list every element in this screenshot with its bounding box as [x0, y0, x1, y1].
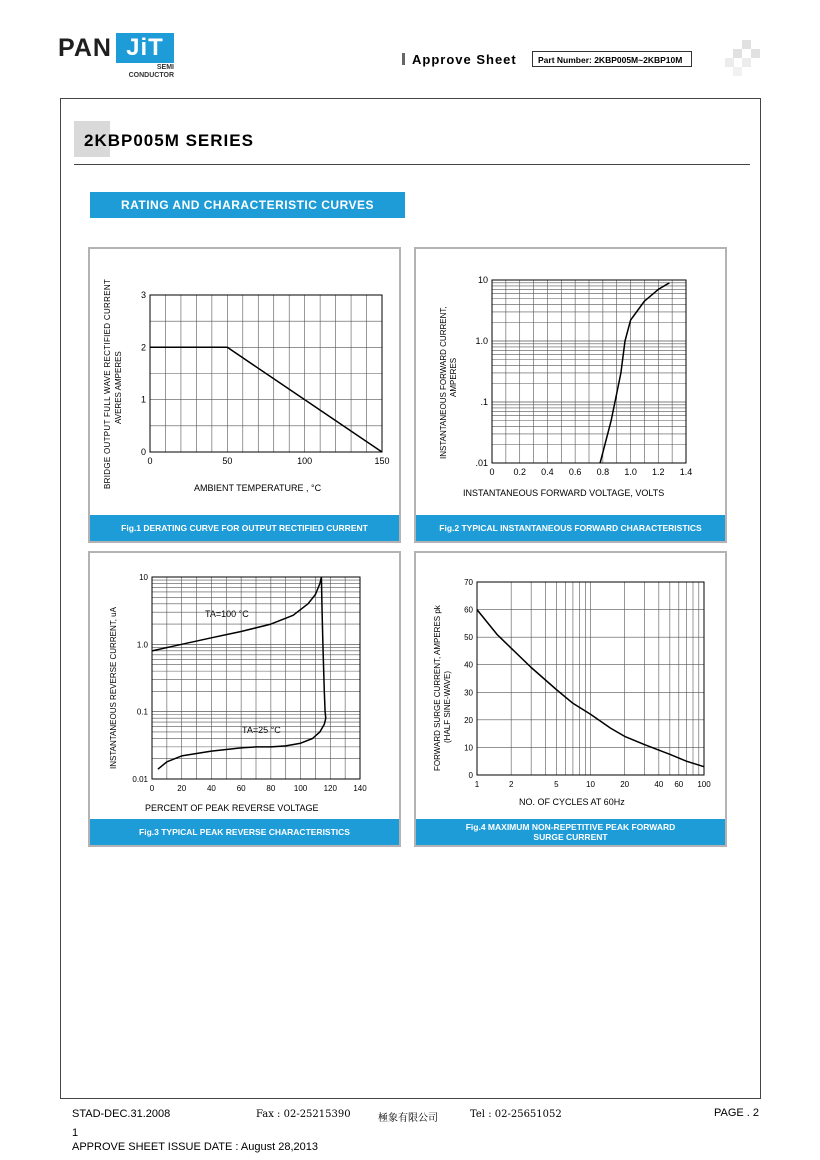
fig2-ylabel-2: AMPERES [449, 357, 458, 397]
x-tick-label: 0.4 [541, 467, 554, 477]
fig4-xlabel: NO. OF CYCLES AT 60Hz [519, 797, 625, 807]
x-tick-label: 0 [489, 467, 495, 477]
y-tick-label: 30 [464, 688, 473, 698]
fig3-label-hot: TA=100 °C [205, 609, 249, 619]
fig2-xlabel: INSTANTANEOUS FORWARD VOLTAGE, VOLTS [463, 488, 665, 498]
y-tick-label: 10 [477, 275, 488, 285]
y-tick-label: 1 [140, 394, 146, 405]
y-tick-label: 2 [140, 342, 146, 353]
title-divider [74, 164, 750, 165]
x-tick-label: 40 [654, 780, 664, 789]
y-tick-label: .01 [475, 458, 488, 468]
figure-1-caption: Fig.1 DERATING CURVE FOR OUTPUT RECTIFIED CURRENT [90, 515, 399, 541]
x-tick-label: 0.2 [513, 467, 526, 477]
fig4-caption-line2: SURGE CURRENT [533, 832, 608, 842]
y-tick-label: 60 [464, 605, 473, 615]
fig4-ylabel-2: (HALF SINE-WAVE) [443, 670, 452, 743]
fig1-ylabel-2: AVERES AMPERES [114, 351, 123, 424]
x-tick-label: 0 [149, 784, 155, 793]
fig1-xlabel: AMBIENT TEMPERATURE , °C [194, 483, 322, 493]
y-tick-label: 40 [464, 660, 473, 670]
x-tick-label: 0.8 [596, 467, 610, 477]
approve-sheet-label: Approve Sheet [412, 52, 517, 67]
figure-4-chart [416, 553, 725, 819]
footer-issue-date: APPROVE SHEET ISSUE DATE : August 28,2013 [72, 1141, 318, 1153]
logo-text-jit: JiT [116, 33, 174, 63]
x-tick-label: 5 [554, 780, 559, 789]
x-tick-label: 60 [236, 784, 246, 793]
y-tick-label: 0 [468, 771, 473, 780]
x-tick-label: 60 [674, 780, 684, 789]
x-tick-label: 1.4 [679, 467, 693, 477]
x-tick-label: 140 [353, 784, 367, 793]
logo-subtitle [122, 64, 174, 80]
series-title: 2KBP005M SERIES [84, 131, 254, 150]
x-tick-label: 40 [206, 784, 216, 793]
y-tick-label: 3 [140, 290, 146, 300]
fig4-caption-line1: Fig.4 MAXIMUM NON-REPETITIVE PEAK FORWARD [465, 822, 676, 832]
footer-fax: Fax : 02-25215390 [256, 1109, 351, 1120]
logo-sub-semi: SEMI [156, 64, 174, 71]
fig3-label-cold: TA=25 °C [242, 725, 281, 735]
x-tick-label: 1.0 [624, 467, 637, 477]
footer-tel: Tel : 02-25651052 [470, 1109, 562, 1120]
footer-stad: STAD-DEC.31.2008 [72, 1108, 171, 1120]
x-tick-label: 20 [620, 780, 630, 789]
y-tick-label: 70 [464, 578, 473, 587]
figure-3-panel [88, 551, 401, 847]
footer-page: PAGE . 2 [714, 1107, 760, 1119]
fig3-ylabel-1: INSTANTANEOUS REVERSE CURRENT, uA [109, 607, 118, 769]
x-tick-label: 20 [177, 784, 187, 793]
fig4-ylabel-1: FORWARD SURGE CURRENT, AMPERES pk [433, 605, 442, 771]
approve-marker [402, 53, 405, 65]
x-tick-label: 2 [508, 780, 514, 789]
x-tick-label: 100 [697, 780, 711, 789]
y-tick-label: .1 [480, 397, 488, 407]
x-tick-label: 1 [474, 780, 480, 789]
y-tick-label: 10 [139, 573, 148, 582]
figure-3-caption: Fig.3 TYPICAL PEAK REVERSE CHARACTERISTICS [90, 819, 399, 845]
x-tick-label: 10 [586, 780, 595, 789]
logo-text-pan: PAN [58, 34, 112, 62]
footer-company: 極象有限公司 [378, 1113, 438, 1124]
y-tick-label: 0.01 [132, 775, 148, 784]
y-tick-label: 1.0 [475, 336, 488, 346]
y-tick-label: 0.1 [136, 707, 148, 717]
x-tick-label: 120 [323, 784, 337, 793]
x-tick-label: 0 [147, 456, 153, 466]
logo-sub-conductor: CONDUCTOR [128, 72, 174, 79]
y-tick-label: 1.0 [136, 640, 148, 650]
x-tick-label: 100 [297, 456, 313, 466]
x-tick-label: 80 [266, 784, 276, 793]
figure-3-chart [90, 553, 399, 819]
x-tick-label: 1.2 [652, 467, 665, 477]
footer-number: 1 [72, 1127, 79, 1139]
figure-2-chart [416, 249, 725, 515]
figure-1-chart [90, 249, 399, 515]
y-tick-label: 10 [464, 743, 473, 753]
figure-4-panel [414, 551, 727, 847]
x-tick-label: 0.6 [568, 467, 582, 477]
fig1-ylabel-1: BRIDGE OUTPUT FULL WAVE RECTIFIED CURRENT [103, 278, 112, 489]
y-tick-label: 50 [464, 633, 473, 643]
y-tick-label: 20 [464, 715, 473, 725]
figure-1-panel [88, 247, 401, 543]
fig3-xlabel: PERCENT OF PEAK REVERSE VOLTAGE [145, 803, 319, 813]
figure-4-caption [416, 819, 725, 845]
fig2-ylabel-1: INSTANTANEOUS FORWARD CURRENT, [439, 306, 448, 459]
y-tick-label: 0 [140, 447, 146, 457]
x-tick-label: 150 [374, 456, 390, 466]
section-title: RATING AND CHARACTERISTIC CURVES [90, 192, 405, 218]
x-tick-label: 50 [222, 456, 233, 466]
part-number-box: Part Number: 2KBP005M~2KBP10M [532, 51, 692, 67]
figure-2-caption: Fig.2 TYPICAL INSTANTANEOUS FORWARD CHARACTERISTICS [416, 515, 725, 541]
figure-2-panel [414, 247, 727, 543]
x-tick-label: 100 [293, 784, 308, 793]
